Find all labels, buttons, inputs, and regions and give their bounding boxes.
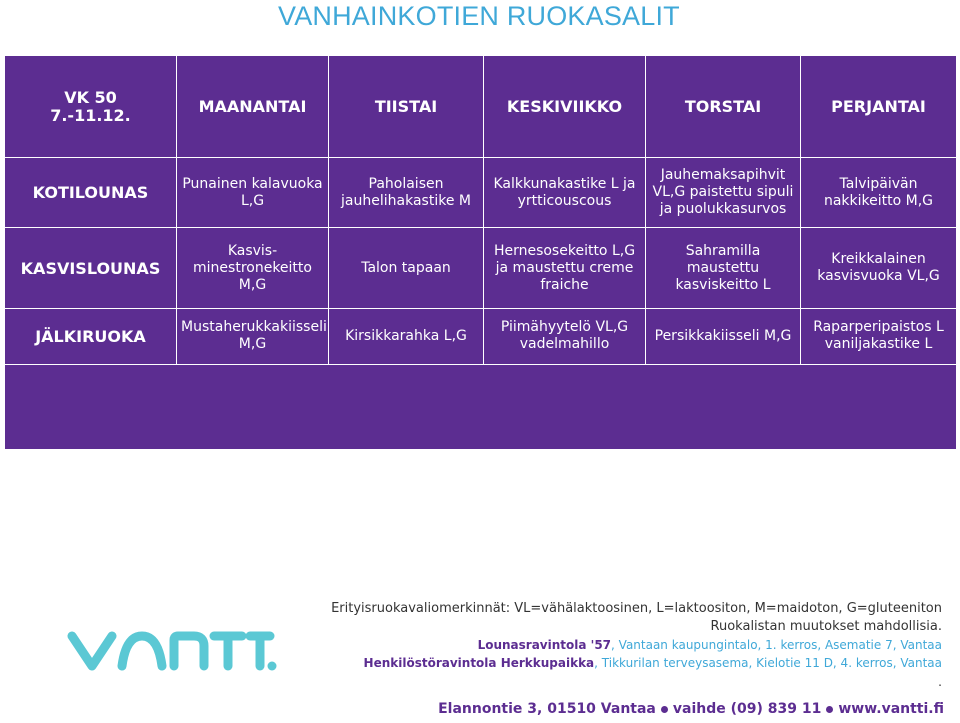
menu-cell: Kasvis-minestronekeitto M,G xyxy=(177,228,329,308)
table-row xyxy=(5,308,957,364)
menu-cell: Kalkkunakastike L ja yrtticouscous xyxy=(484,158,646,228)
location-detail: , Vantaan kaupungintalo, 1. kerros, Asematie 7, Vantaa xyxy=(611,638,942,652)
menu-table xyxy=(4,55,957,450)
footer-web-link[interactable]: www.vantti.fi xyxy=(838,701,944,717)
allergen-legend xyxy=(331,600,942,636)
menu-cell: Kirsikkarahka L,G xyxy=(329,308,484,364)
week-number: VK 50 xyxy=(64,87,117,107)
location-item xyxy=(364,636,942,654)
bullet-icon xyxy=(661,706,668,713)
week-cell xyxy=(5,56,177,158)
menu-cell: Talvipäivän nakkikeitto M,G xyxy=(801,158,957,228)
day-header-wednesday: KESKIVIIKKO xyxy=(484,56,646,158)
day-header-tuesday: TIISTAI xyxy=(329,56,484,158)
empty-row xyxy=(5,364,957,449)
menu-cell: Sahramilla maustettu kasviskeitto L xyxy=(646,228,801,308)
location-detail: , Tikkurilan terveysasema, Kielotie 11 D, 4. kerros, Vantaa xyxy=(594,656,942,670)
dot-mark: . xyxy=(938,675,942,689)
location-item xyxy=(364,654,942,672)
menu-cell: Mustaherukkakiisseli M,G xyxy=(177,308,329,364)
day-header-monday: MAANANTAI xyxy=(177,56,329,158)
vantti-logo xyxy=(66,626,278,674)
menu-cell: Paholaisen jauhelihakastike M xyxy=(329,158,484,228)
row-label-kotilounas: KOTILOUNAS xyxy=(5,158,177,228)
footer-address: Elannontie 3, 01510 Vantaa xyxy=(438,701,656,717)
empty-cell xyxy=(5,364,957,449)
menu-cell: Talon tapaan xyxy=(329,228,484,308)
menu-cell: Hernesosekeitto L,G ja maustettu creme fraiche xyxy=(484,228,646,308)
location-name: Henkilöstöravintola Herkkupaikka xyxy=(363,656,595,670)
bullet-icon xyxy=(826,706,833,713)
table-row xyxy=(5,158,957,228)
footer-contact xyxy=(438,700,944,718)
footer-phone: vaihde (09) 839 11 xyxy=(672,701,822,717)
changes-note: Ruokalistan muutokset mahdollisia. xyxy=(710,619,942,634)
row-label-kasvislounas: KASVISLOUNAS xyxy=(5,228,177,308)
row-label-jalkiruoka: JÄLKIRUOKA xyxy=(5,308,177,364)
menu-cell: Piimähyytelö VL,G vadelmahillo xyxy=(484,308,646,364)
location-name: Lounasravintola '57 xyxy=(477,638,612,652)
menu-cell: Punainen kalavuoka L,G xyxy=(177,158,329,228)
page-title: VANHAINKOTIEN RUOKASALIT xyxy=(278,1,680,31)
table-row xyxy=(5,228,957,308)
menu-cell: Kreikkalainen kasvisvuoka VL,G xyxy=(801,228,957,308)
day-header-thursday: TORSTAI xyxy=(646,56,801,158)
week-dates: 7.-11.12. xyxy=(50,105,131,125)
menu-cell: Raparperipaistos L vaniljakastike L xyxy=(801,308,957,364)
allergen-codes: Erityisruokavaliomerkinnät: VL=vähälaktoosinen, L=laktoositon, M=maidoton, G=gluteeniton xyxy=(331,601,942,616)
menu-cell: Jauhemaksapihvit VL,G paistettu sipuli ja puolukkasurvos xyxy=(646,158,801,228)
menu-cell: Persikkakiisseli M,G xyxy=(646,308,801,364)
location-list xyxy=(364,636,942,672)
header-row xyxy=(5,56,957,158)
day-header-friday: PERJANTAI xyxy=(801,56,957,158)
